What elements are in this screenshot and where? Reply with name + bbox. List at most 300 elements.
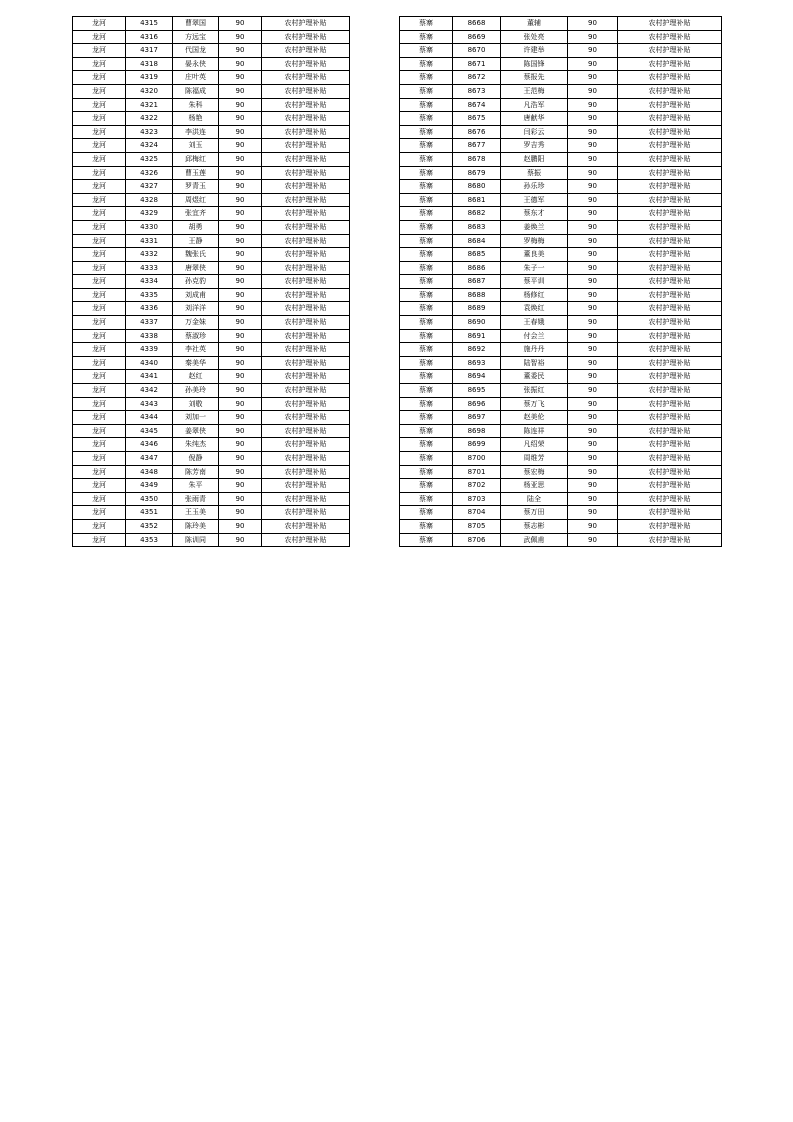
cell-amount: 90 [568,98,618,112]
cell-amount: 90 [568,166,618,180]
cell-subsidy: 农村护理补贴 [262,17,350,31]
table-row [400,84,722,98]
cell-name: 杨修红 [501,288,568,302]
table-row [400,424,722,438]
table-row [73,452,350,466]
table-row [73,479,350,493]
cell-district: 龙河 [73,112,126,126]
cell-name: 董辅 [501,17,568,31]
cell-id: 8692 [453,343,501,357]
cell-name: 刘玉 [173,139,219,153]
cell-name: 曹翠国 [173,17,219,31]
cell-name: 孙乐珍 [501,180,568,194]
cell-id: 8669 [453,30,501,44]
cell-name: 施丹丹 [501,343,568,357]
cell-amount: 90 [568,207,618,221]
cell-district: 龙河 [73,248,126,262]
table-row [73,57,350,71]
cell-name: 罗吉秀 [501,139,568,153]
table-row [73,98,350,112]
cell-amount: 90 [219,139,262,153]
cell-amount: 90 [568,465,618,479]
cell-name: 秦美华 [173,356,219,370]
cell-subsidy: 农村护理补贴 [262,180,350,194]
cell-name: 蔡万田 [501,506,568,520]
cell-amount: 90 [568,288,618,302]
cell-id: 4334 [126,275,173,289]
cell-amount: 90 [568,506,618,520]
cell-name: 闫彩云 [501,125,568,139]
cell-amount: 90 [219,275,262,289]
table-row [73,180,350,194]
cell-name: 朱子一 [501,261,568,275]
cell-name: 蔡万飞 [501,397,568,411]
table-row [73,343,350,357]
table-row [400,30,722,44]
cell-district: 蔡寨 [400,533,453,547]
cell-name: 孙美玲 [173,384,219,398]
cell-amount: 90 [568,220,618,234]
cell-name: 付会兰 [501,329,568,343]
cell-name: 张雨青 [173,492,219,506]
table-row [400,234,722,248]
cell-id: 4336 [126,302,173,316]
cell-id: 4345 [126,424,173,438]
cell-id: 4316 [126,30,173,44]
cell-name: 赵鹏阳 [501,152,568,166]
cell-name: 王德军 [501,193,568,207]
cell-subsidy: 农村护理补贴 [262,465,350,479]
cell-district: 蔡寨 [400,465,453,479]
cell-district: 龙河 [73,302,126,316]
cell-amount: 90 [219,316,262,330]
cell-district: 龙河 [73,370,126,384]
table-row [400,71,722,85]
cell-id: 8675 [453,112,501,126]
cell-district: 龙河 [73,424,126,438]
cell-id: 8680 [453,180,501,194]
cell-district: 龙河 [73,152,126,166]
cell-id: 8672 [453,71,501,85]
cell-amount: 90 [219,506,262,520]
cell-district: 蔡寨 [400,98,453,112]
cell-id: 8683 [453,220,501,234]
cell-district: 蔡寨 [400,506,453,520]
table-row [73,139,350,153]
table-row [73,465,350,479]
cell-id: 4319 [126,71,173,85]
table-row [73,492,350,506]
cell-district: 龙河 [73,220,126,234]
cell-district: 龙河 [73,411,126,425]
cell-amount: 90 [219,261,262,275]
cell-id: 8703 [453,492,501,506]
cell-subsidy: 农村护理补贴 [618,98,722,112]
cell-district: 蔡寨 [400,519,453,533]
cell-district: 龙河 [73,44,126,58]
table-row [73,519,350,533]
cell-district: 龙河 [73,533,126,547]
cell-id: 4322 [126,112,173,126]
cell-amount: 90 [568,261,618,275]
cell-subsidy: 农村护理补贴 [262,411,350,425]
cell-subsidy: 农村护理补贴 [618,275,722,289]
cell-id: 8691 [453,329,501,343]
cell-name: 蔡东才 [501,207,568,221]
table-row [73,316,350,330]
cell-amount: 90 [219,193,262,207]
cell-subsidy: 农村护理补贴 [262,316,350,330]
cell-name: 朱平 [173,479,219,493]
cell-name: 蔡报先 [501,71,568,85]
cell-name: 陈国锋 [501,57,568,71]
cell-id: 4328 [126,193,173,207]
cell-id: 4346 [126,438,173,452]
cell-id: 8697 [453,411,501,425]
cell-subsidy: 农村护理补贴 [262,193,350,207]
table-row [400,479,722,493]
cell-subsidy: 农村护理补贴 [262,329,350,343]
cell-subsidy: 农村护理补贴 [618,424,722,438]
table-row [73,533,350,547]
cell-district: 龙河 [73,71,126,85]
table-row [73,438,350,452]
cell-subsidy: 农村护理补贴 [618,492,722,506]
cell-amount: 90 [568,492,618,506]
cell-subsidy: 农村护理补贴 [618,139,722,153]
cell-district: 龙河 [73,519,126,533]
cell-amount: 90 [568,139,618,153]
table-row [400,356,722,370]
table-row [400,98,722,112]
cell-name: 董良美 [501,248,568,262]
table-row [400,452,722,466]
cell-id: 4323 [126,125,173,139]
cell-name: 刘加一 [173,411,219,425]
cell-id: 4340 [126,356,173,370]
cell-district: 蔡寨 [400,193,453,207]
cell-name: 姜焕兰 [501,220,568,234]
cell-name: 李社英 [173,343,219,357]
table-row [400,152,722,166]
cell-district: 蔡寨 [400,125,453,139]
cell-district: 蔡寨 [400,438,453,452]
left-roster-body [73,17,350,547]
cell-id: 8688 [453,288,501,302]
table-row [400,329,722,343]
table-row [73,30,350,44]
table-row [73,384,350,398]
cell-subsidy: 农村护理补贴 [618,112,722,126]
cell-district: 龙河 [73,180,126,194]
table-row [73,112,350,126]
cell-id: 8677 [453,139,501,153]
cell-district: 龙河 [73,166,126,180]
cell-id: 8700 [453,452,501,466]
table-row [73,302,350,316]
table-row [400,343,722,357]
cell-district: 龙河 [73,438,126,452]
cell-subsidy: 农村护理补贴 [618,343,722,357]
cell-district: 龙河 [73,193,126,207]
table-row [400,125,722,139]
cell-amount: 90 [568,44,618,58]
cell-name: 朱纯杰 [173,438,219,452]
table-row [73,84,350,98]
cell-id: 4350 [126,492,173,506]
cell-amount: 90 [568,275,618,289]
cell-id: 8695 [453,384,501,398]
cell-district: 蔡寨 [400,57,453,71]
cell-name: 凡浩军 [501,98,568,112]
cell-district: 蔡寨 [400,84,453,98]
cell-amount: 90 [568,125,618,139]
cell-name: 孙克豹 [173,275,219,289]
cell-amount: 90 [219,397,262,411]
cell-district: 蔡寨 [400,248,453,262]
cell-name: 蔡志彬 [501,519,568,533]
table-row [73,17,350,31]
cell-name: 王静 [173,234,219,248]
cell-amount: 90 [219,207,262,221]
cell-district: 龙河 [73,98,126,112]
cell-subsidy: 农村护理补贴 [262,98,350,112]
table-row [73,234,350,248]
cell-subsidy: 农村护理补贴 [618,44,722,58]
cell-amount: 90 [568,57,618,71]
cell-amount: 90 [219,112,262,126]
table-row [400,17,722,31]
cell-district: 龙河 [73,329,126,343]
cell-subsidy: 农村护理补贴 [618,248,722,262]
cell-id: 4330 [126,220,173,234]
cell-district: 龙河 [73,275,126,289]
cell-subsidy: 农村护理补贴 [618,370,722,384]
cell-name: 凡绍荣 [501,438,568,452]
cell-name: 曹玉莲 [173,166,219,180]
cell-name: 刘成甫 [173,288,219,302]
cell-amount: 90 [219,479,262,493]
cell-name: 陈玲美 [173,519,219,533]
cell-district: 龙河 [73,207,126,221]
cell-amount: 90 [219,57,262,71]
table-row [400,506,722,520]
cell-id: 4326 [126,166,173,180]
cell-id: 8684 [453,234,501,248]
cell-id: 8686 [453,261,501,275]
cell-name: 邱梅红 [173,152,219,166]
table-row [73,220,350,234]
cell-subsidy: 农村护理补贴 [618,180,722,194]
cell-id: 8705 [453,519,501,533]
cell-id: 4353 [126,533,173,547]
cell-id: 8674 [453,98,501,112]
cell-name: 许建举 [501,44,568,58]
cell-id: 8689 [453,302,501,316]
cell-district: 龙河 [73,125,126,139]
cell-id: 4333 [126,261,173,275]
cell-district: 蔡寨 [400,288,453,302]
cell-amount: 90 [219,384,262,398]
cell-subsidy: 农村护理补贴 [262,479,350,493]
cell-amount: 90 [568,329,618,343]
cell-subsidy: 农村护理补贴 [618,57,722,71]
cell-id: 8698 [453,424,501,438]
cell-subsidy: 农村护理补贴 [618,71,722,85]
cell-subsidy: 农村护理补贴 [262,112,350,126]
cell-amount: 90 [568,193,618,207]
cell-amount: 90 [568,438,618,452]
cell-name: 蔡淑珍 [173,329,219,343]
cell-name: 朱科 [173,98,219,112]
cell-id: 8701 [453,465,501,479]
cell-amount: 90 [219,356,262,370]
cell-district: 蔡寨 [400,452,453,466]
cell-district: 龙河 [73,506,126,520]
cell-amount: 90 [219,98,262,112]
table-row [400,275,722,289]
cell-subsidy: 农村护理补贴 [262,452,350,466]
cell-amount: 90 [568,411,618,425]
table-row [400,166,722,180]
table-row [400,465,722,479]
cell-subsidy: 农村护理补贴 [618,329,722,343]
cell-name: 陈福成 [173,84,219,98]
cell-name: 代国龙 [173,44,219,58]
cell-district: 蔡寨 [400,411,453,425]
cell-id: 8693 [453,356,501,370]
table-row [400,44,722,58]
cell-district: 蔡寨 [400,234,453,248]
cell-district: 蔡寨 [400,180,453,194]
cell-name: 魏张氏 [173,248,219,262]
table-row [400,207,722,221]
cell-district: 蔡寨 [400,302,453,316]
cell-amount: 90 [219,30,262,44]
table-row [73,288,350,302]
cell-amount: 90 [568,370,618,384]
table-row [400,288,722,302]
cell-id: 4344 [126,411,173,425]
table-row [73,125,350,139]
cell-id: 4343 [126,397,173,411]
cell-name: 武佩甫 [501,533,568,547]
cell-subsidy: 农村护理补贴 [262,125,350,139]
cell-subsidy: 农村护理补贴 [618,506,722,520]
cell-district: 龙河 [73,139,126,153]
cell-amount: 90 [568,533,618,547]
cell-id: 4347 [126,452,173,466]
cell-name: 陈芳南 [173,465,219,479]
cell-subsidy: 农村护理补贴 [262,220,350,234]
cell-id: 8679 [453,166,501,180]
cell-district: 龙河 [73,30,126,44]
cell-name: 王春娥 [501,316,568,330]
cell-id: 4348 [126,465,173,479]
cell-subsidy: 农村护理补贴 [262,438,350,452]
cell-amount: 90 [219,411,262,425]
cell-amount: 90 [219,44,262,58]
cell-amount: 90 [568,397,618,411]
cell-id: 4352 [126,519,173,533]
cell-amount: 90 [219,71,262,85]
cell-subsidy: 农村护理补贴 [262,166,350,180]
cell-district: 蔡寨 [400,370,453,384]
cell-name: 唐翠侠 [173,261,219,275]
cell-subsidy: 农村护理补贴 [618,384,722,398]
cell-amount: 90 [219,343,262,357]
cell-id: 8673 [453,84,501,98]
cell-id: 4317 [126,44,173,58]
right-roster-body [400,17,722,547]
cell-subsidy: 农村护理补贴 [618,30,722,44]
cell-subsidy: 农村护理补贴 [618,17,722,31]
cell-amount: 90 [219,84,262,98]
cell-district: 蔡寨 [400,71,453,85]
cell-district: 蔡寨 [400,384,453,398]
cell-id: 8694 [453,370,501,384]
cell-subsidy: 农村护理补贴 [262,424,350,438]
cell-id: 4341 [126,370,173,384]
cell-name: 庄叶英 [173,71,219,85]
cell-id: 4349 [126,479,173,493]
cell-name: 周维芳 [501,452,568,466]
cell-amount: 90 [568,17,618,31]
cell-district: 龙河 [73,57,126,71]
table-row [73,44,350,58]
table-row [400,220,722,234]
cell-name: 陈连祥 [501,424,568,438]
cell-name: 杨亚思 [501,479,568,493]
cell-district: 蔡寨 [400,166,453,180]
cell-amount: 90 [568,180,618,194]
cell-district: 龙河 [73,492,126,506]
cell-name: 赵红 [173,370,219,384]
table-row [73,356,350,370]
cell-amount: 90 [219,288,262,302]
cell-district: 龙河 [73,465,126,479]
cell-id: 8685 [453,248,501,262]
cell-name: 刘敬 [173,397,219,411]
cell-id: 8706 [453,533,501,547]
cell-subsidy: 农村护理补贴 [262,492,350,506]
cell-district: 蔡寨 [400,356,453,370]
cell-amount: 90 [219,234,262,248]
cell-district: 龙河 [73,397,126,411]
table-row [73,248,350,262]
cell-amount: 90 [568,479,618,493]
cell-amount: 90 [219,17,262,31]
cell-amount: 90 [568,234,618,248]
cell-amount: 90 [219,329,262,343]
table-row [400,112,722,126]
table-row [400,384,722,398]
cell-district: 蔡寨 [400,220,453,234]
table-row [400,180,722,194]
table-row [400,139,722,153]
cell-name: 周煜红 [173,193,219,207]
cell-subsidy: 农村护理补贴 [618,452,722,466]
cell-amount: 90 [219,302,262,316]
cell-id: 4335 [126,288,173,302]
cell-subsidy: 农村护理补贴 [618,302,722,316]
cell-id: 8682 [453,207,501,221]
cell-name: 万金妹 [173,316,219,330]
cell-id: 8681 [453,193,501,207]
cell-district: 蔡寨 [400,30,453,44]
cell-district: 龙河 [73,261,126,275]
table-row [400,533,722,547]
